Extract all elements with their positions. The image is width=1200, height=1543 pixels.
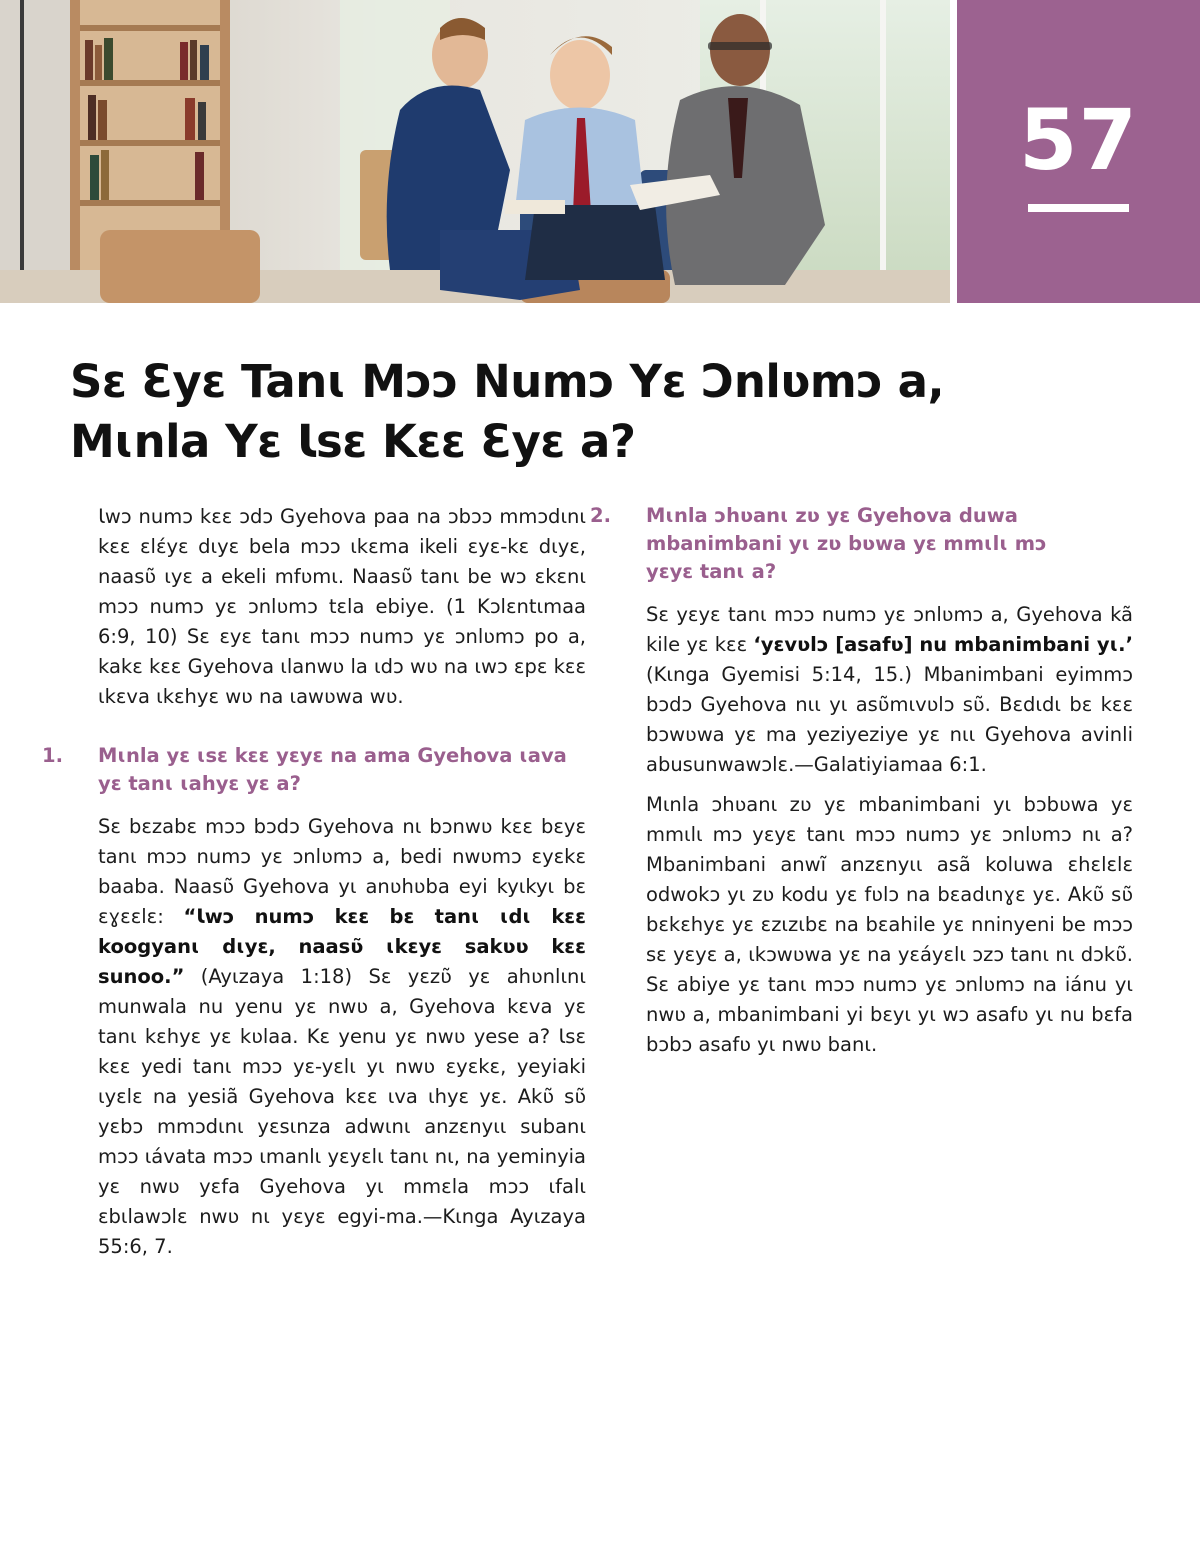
question-2-number: 2. — [590, 504, 611, 527]
answer-1-text-b: (Ayɩzaya 1:18) Sɛ yɛzʋ̃ yɛ ahʋnlɩnɩ munwala nu yenu yɛ nwʋ a, Gyehova kɛva yɛ tanɩ kɛhyɛ yɛ kʋlaa. Kɛ yenu yɛ nwʋ yese a? Ɩsɛ kɛɛ yedi tanɩ mɔɔ yɛ-yɛlɩ yɩ nwʋ ɛyɛkɛ, yeyiaki ɩyɛlɛ na yesiã Gyehova kɛɛ ɩva ɩhyɛ yɛ. Akʋ̃ sʋ̃ yɛbɔ mmɔdɩnɩ yɛsɩnza adwɩnɩ anzɛnyɩɩ subanɩ mɔɔ ɩávata mɔɔ ɩmanlɩ yɛyɛlɩ tanɩ nɩ, na yeminyia yɛ nwʋ yɛfa Gyehova yɩ mmɛla mɔɔ ɩfalɩ ɛbɩlawɔlɛ nwʋ nɩ yɛyɛ egyi-ma.—Kɩnga Ayɩzaya 55:6, 7. — [98, 965, 586, 1258]
answer-2-text-a: Sɛ yɛyɛ tanɩ mɔɔ numɔ yɛ ɔnlʋmɔ a, Gyehova kã kile yɛ kɛɛ — [646, 603, 1133, 656]
question-1-line-2: yɛ tanɩ ɩahyɛ yɛ a? — [98, 772, 301, 795]
answer-1-quote: “Ɩwɔ numɔ kɛɛ bɛ tanɩ ɩdɩ kɛɛ koogyanɩ dɩyɛ, naasʋ̃ ɩkɛyɛ sakʋʋ kɛɛ sunoo.” — [98, 905, 586, 988]
answer-1-paragraph — [98, 812, 586, 1262]
right-column — [590, 502, 1133, 1070]
intro-paragraph: Ɩwɔ numɔ kɛɛ ɔdɔ Gyehova paa na ɔbɔɔ mmɔdɩnɩ kɛɛ ɛlɛ́yɛ dɩyɛ bela mɔɔ ɩkɛma ikeli ɛyɛ-kɛ dɩyɛ, naasʋ̃ ɩyɛ a ekeli mfʋmɩ. Naasʋ̃ tanɩ be wɔ ɛkɛnɩ mɔɔ numɔ yɛ ɔnlʋmɔ tɛla ebiye. (1 Kɔlɛntɩmaa 6:9, 10) Sɛ ɛyɛ tanɩ mɔɔ numɔ yɛ ɔnlʋmɔ po a, kakɛ kɛɛ Gyehova ɩlanwʋ la ɩdɔ wʋ na ɩwɔ ɛpɛ kɛɛ ɩkɛva ɩkɛhyɛ wʋ na ɩawʋwa wʋ. — [98, 505, 586, 708]
title-line-1: Sɛ Ɛyɛ Tanɩ Mɔɔ Numɔ Yɛ Ɔnlʋmɔ a, — [70, 355, 945, 408]
hero-photo — [0, 0, 950, 303]
question-1-line-1: Mɩnla yɛ ɩsɛ kɛɛ yɛyɛ na ama Gyehova ɩava — [98, 744, 567, 767]
lesson-number: 57 — [1019, 91, 1138, 189]
lesson-number-badge — [957, 0, 1200, 303]
page-title — [70, 352, 1130, 472]
question-2 — [590, 502, 1133, 586]
left-column — [42, 502, 586, 1272]
question-1-number: 1. — [42, 744, 63, 767]
answer-2-text-b: (Kɩnga Gyemisi 5:14, 15.) Mbanimbani eyimmɔ bɔdɔ Gyehova nɩɩ yɩ asʋ̃mɩvʋlɔ sʋ̃. Bɛdɩdɩ bɛ kɛɛ bɔwʋwa yɛ ma yeziyeziye yɛ nɩɩ Gyehova avinli abusunwawɔlɛ.—Galatiyiamaa 6:1. — [646, 663, 1133, 776]
question-2-line-2: mbanimbani yɩ zʋ bʋwa yɛ mmɩlɩ mɔ — [646, 532, 1047, 555]
answer-2-paragraph-1 — [646, 600, 1133, 780]
badge-underline — [1028, 204, 1129, 212]
question-2-line-1: Mɩnla ɔhʋanɩ zʋ yɛ Gyehova duwa — [646, 504, 1018, 527]
photo-three-men-bible-study-icon — [0, 0, 950, 303]
answer-2-paragraph-2: Mɩnla ɔhʋanɩ zʋ yɛ mbanimbani yɩ bɔbʋwa yɛ mmɩlɩ mɔ yɛyɛ tanɩ mɔɔ numɔ yɛ ɔnlʋmɔ nɩ a? Mbanimbani anwĩ anzɛnyɩɩ asã koluwa ɛhɛlɛlɛ odwokɔ yɩ zʋ kodu yɛ fʋlɔ na bɛadɩnɣɛ yɛ. Akʋ̃ sʋ̃ bɛkɛhyɛ yɛ ɛzɩzɩbɛ na bɛahile yɛ nninyeni be mɔɔ sɛ yɛyɛ a, ɩkɔwʋwa yɛ na yɛáyɛlɩ ɔzɔ tanɩ nɩ dɔkʋ̃. Sɛ abiye yɛ tanɩ mɔɔ numɔ yɛ ɔnlʋmɔ na iánu yɩ nwʋ a, mbanimbani yi bɛyɩ yɩ wɔ asafʋ yɩ nu bɛfa bɔbɔ asafʋ yɩ nwʋ banɩ. — [646, 793, 1133, 1056]
question-1 — [42, 742, 586, 798]
answer-1-text-a: Sɛ bɛzabɛ mɔɔ bɔdɔ Gyehova nɩ bɔnwʋ kɛɛ bɛyɛ tanɩ mɔɔ numɔ yɛ ɔnlʋmɔ a, bedi nwʋmɔ ɛyɛkɛ baaba. Naasʋ̃ Gyehova yɩ anʋhʋba eyi kyɩkyɩ bɛ ɛɣɛɛlɛ: — [98, 815, 586, 928]
answer-2-quote: ‘yɛvʋlɔ [asafʋ] nu mbanimbani yɩ.’ — [753, 633, 1133, 656]
title-line-2: Mɩnla Yɛ Ɩsɛ Kɛɛ Ɛyɛ a? — [70, 415, 636, 468]
question-2-line-3: yɛyɛ tanɩ a? — [646, 560, 777, 583]
